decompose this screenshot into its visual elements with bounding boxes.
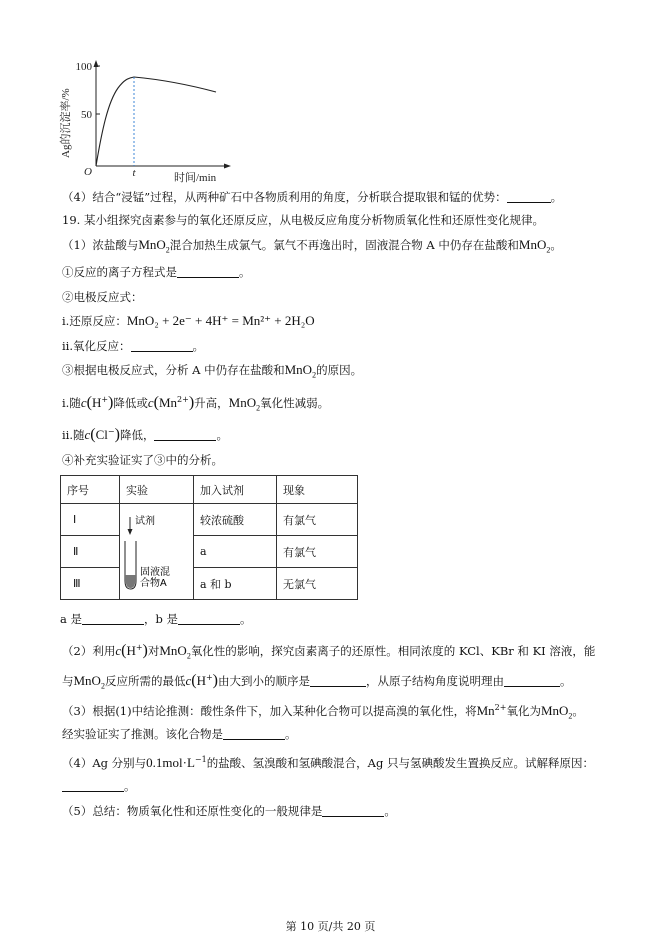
- t-label: t: [132, 167, 136, 179]
- y-axis-label: Ag的沉淀率/%: [60, 88, 72, 158]
- formula-mno2: MnO$_2$: [73, 672, 105, 691]
- answer-blank: [131, 339, 193, 352]
- table-row: [61, 568, 358, 600]
- y-tick-label-100: 100: [75, 61, 92, 73]
- answer-blank: [322, 804, 384, 817]
- row-no: Ⅱ: [61, 536, 120, 568]
- formula-mno2: MnO$_2$: [228, 394, 261, 413]
- reduction-reaction: ⅰ.还原反应：MnO₂ + 2e⁻ + 4H⁺ = Mn²⁺ + 2H₂O: [62, 313, 315, 328]
- header-reagent: 加入试剂: [194, 476, 277, 504]
- answer-blank-a: [82, 612, 144, 625]
- row-result: 有氯气: [277, 504, 358, 536]
- precipitation-curve: [96, 77, 216, 166]
- row-result: 有氯气: [277, 536, 358, 568]
- item-3: ③根据电极反应式，分析 A 中仍存在盐酸和MnO$_2$的原因。: [62, 362, 363, 380]
- q19-part2-line2: 与MnO$_2$反应所需的最低c(H+)由大到小的顺序是 ，从原子结构角度说明理由 。: [62, 671, 572, 691]
- answer-blank: [223, 727, 285, 740]
- row-reagent: a: [194, 536, 277, 568]
- q19-part5: （5）总结：物质氧化性和还原性变化的一般规律是 。: [62, 804, 396, 818]
- experiment-table: [60, 475, 358, 600]
- header-experiment: 实验: [120, 476, 194, 504]
- apparatus-diagram: [120, 505, 193, 598]
- item-2: ②电极反应式：: [62, 290, 143, 304]
- q18-part4: （4）结合“浸锰”过程，从两种矿石中各物质利用的角度，分析联合提取银和锰的优势： 。: [62, 190, 563, 204]
- mixture-label-1: 固液混: [140, 567, 170, 578]
- answer-blank: [507, 190, 551, 203]
- a-b-answer: a 是 ，b 是 。: [60, 612, 252, 626]
- formula-mno2: MnO$_2$: [284, 362, 317, 380]
- item-4: ④补充实验证实了③中的分析。: [62, 453, 223, 467]
- row-no: Ⅲ: [61, 568, 120, 600]
- y-tick-label-50: 50: [81, 109, 92, 121]
- answer-blank: [310, 674, 366, 687]
- formula-mno2: MnO$_2$: [518, 237, 551, 255]
- origin-label: O: [84, 166, 92, 178]
- reagent-label: 试剂: [135, 516, 155, 527]
- q19-part3-line1: （3）根据(1)中结论推测：酸性条件下，加入某种化合物可以提高溴的氧化性，将$Mn^{2+}$氧化为MnO$_2$。: [62, 702, 584, 721]
- precipitation-rate-chart: [56, 58, 236, 183]
- answer-blank: [62, 779, 124, 792]
- row-result: 无氯气: [277, 568, 358, 600]
- table-row: [61, 504, 358, 536]
- oxidation-reaction: ⅱ.氧化反应： 。: [62, 339, 205, 353]
- mixture-label-2: 合物A: [140, 578, 167, 589]
- x-axis-label: 时间/min: [174, 172, 217, 183]
- row-reagent: 较浓硫酸: [194, 504, 277, 536]
- answer-blank: [177, 265, 239, 278]
- formula-mno2: MnO$_2$: [159, 642, 191, 661]
- row-no: Ⅰ: [61, 504, 120, 536]
- reagent-arrow-head: [128, 529, 133, 535]
- header-result: 现象: [277, 476, 358, 504]
- q19-part4-answer: 。: [62, 778, 136, 794]
- q19-intro: 19. 某小组探究卤素参与的氧化还原反应，从电极反应角度分析物质氧化性和还原性变化规律。: [62, 213, 544, 227]
- item-1: ①反应的离子方程式是 。: [62, 265, 251, 279]
- header-no: 序号: [61, 476, 120, 504]
- answer-blank: [154, 428, 216, 441]
- q19-part2-line1: （2）利用c(H+)对MnO$_2$氧化性的影响，探究卤素离子的还原性。相同浓度的 KCl、KBr 和 KI 溶液，能: [62, 641, 596, 661]
- table-row: [61, 536, 358, 568]
- answer-blank: [504, 674, 560, 687]
- reason-i: ⅰ.随c(H+)降低或$c(Mn^{2+})$升高，MnO$_2$氧化性减弱。: [62, 393, 330, 413]
- apparatus-cell: [120, 504, 194, 600]
- formula-mno2: MnO$_2$: [138, 237, 170, 255]
- reduction-equation: MnO₂ + 2e⁻ + 4H⁺ = Mn²⁺ + 2H₂O: [126, 313, 315, 328]
- q19-part3-line2: 经实验证实了推测。该化合物是 。: [62, 727, 297, 741]
- q19-part4: （4）Ag 分别与$0.1mol\cdot L^{-1}$的盐酸、氢溴酸和氢碘酸混合，Ag 只与氢碘酸发生置换反应。试解释原因：: [62, 754, 595, 770]
- solid-liquid-mixture: [126, 575, 135, 588]
- row-reagent: a 和 b: [194, 568, 277, 600]
- answer-blank-b: [178, 612, 240, 625]
- formula-mno2: MnO$_2$: [540, 702, 573, 721]
- q19-part1: （1）浓盐酸与MnO$_2$混合加热生成氯气。氯气不再逸出时，固液混合物 A 中仍存在盐酸和MnO$_2$。: [62, 237, 562, 255]
- page-footer: 第 10 页/共 20 页: [285, 920, 376, 933]
- x-axis-arrow: [224, 164, 231, 169]
- reason-ii: ⅱ.随c(Cl−)降低， 。: [62, 425, 228, 443]
- table-header-row: [61, 476, 358, 504]
